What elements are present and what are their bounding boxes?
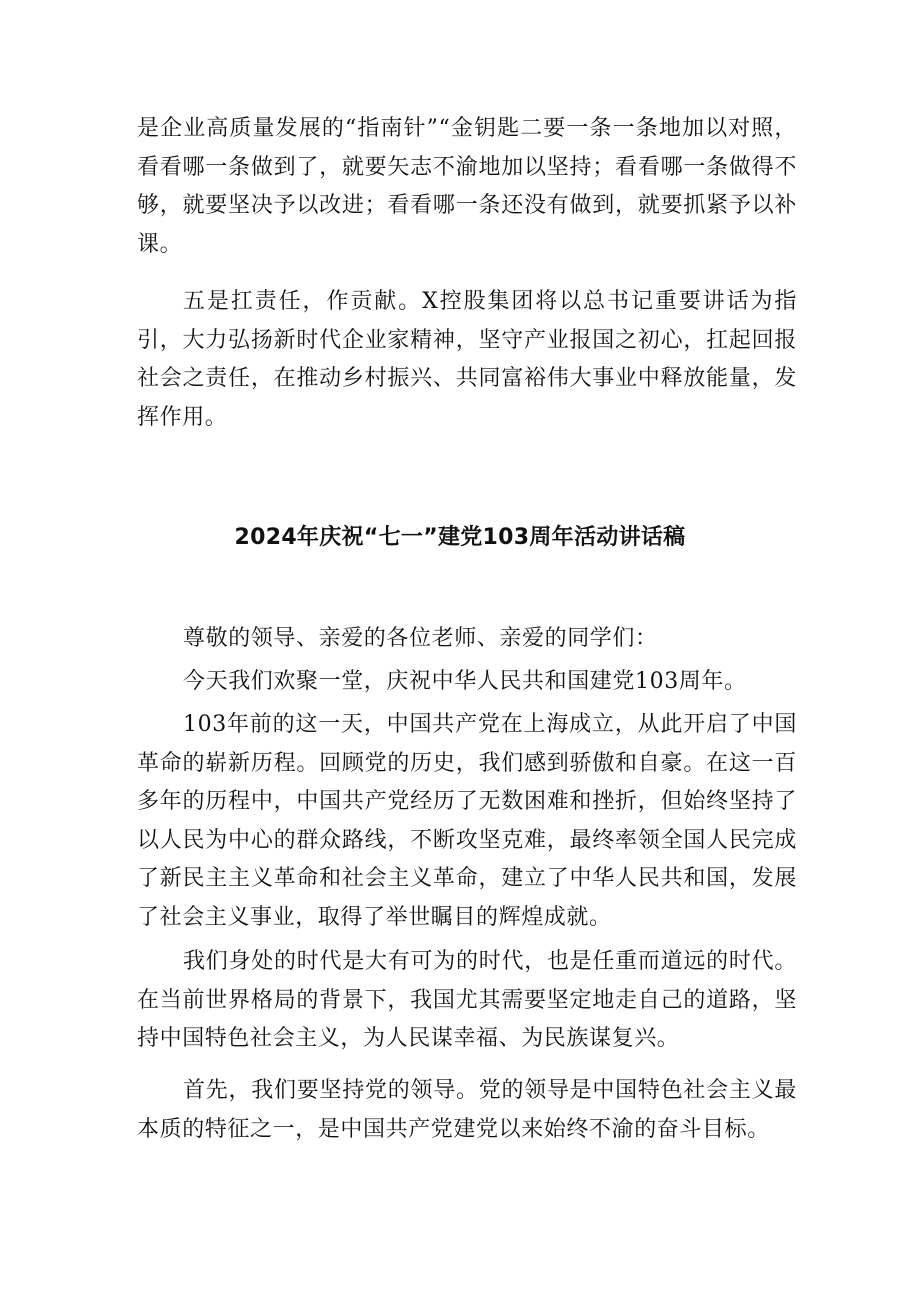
salutation: 尊敬的领导、亲爱的各位老师、亲爱的同学们： xyxy=(183,626,658,651)
speech-title: 2024年庆祝“七一”建党103周年活动讲话稿 xyxy=(234,525,686,550)
history-paragraph: 103年前的这一天，中国共产党在上海成立，从此开启了中国革命的崭新历程。回顾党的历史，我们感到骄傲和自豪。在这一百多年的历程中，中国共产党经历了无数困难和挫折，但始终坚持了以人民为中心的群众路线，不断攻坚克难，最终率领全国人民完成了新民主主义革命和社会主义革命，建立了中华人民共和国，发展了社会主义事业，取得了举世瞩目的辉煌成就。 xyxy=(137,712,797,930)
era-paragraph: 我们身处的时代是大有可为的时代，也是任重而道远的时代。在当前世界格局的背景下，我国尤其需要坚定地走自己的道路，坚持中国特色社会主义，为人民谋幸福、为民族谋复兴。 xyxy=(137,949,797,1051)
continued-paragraph: 是企业高质量发展的“指南针”“金钥匙二要一条一条地加以对照，看看哪一条做到了，就要矢志不渝地加以坚持；看看哪一条做得不够，就要坚决予以改进；看看哪一条还没有做到，就要抓紧予以补课。 xyxy=(137,116,797,257)
opening-paragraph: 今天我们欢聚一堂，庆祝中华人民共和国建党103周年。 xyxy=(183,669,747,694)
first-point-paragraph: 首先，我们要坚持党的领导。党的领导是中国特色社会主义最本质的特征之一，是中国共产党建党以来始终不渝的奋斗目标。 xyxy=(137,1078,797,1142)
paragraph-five: 五是扛责任，作贡献。X控股集团将以总书记重要讲话为指引，大力弘扬新时代企业家精神，坚守产业报国之初心，扛起回报社会之责任，在推动乡村振兴、共同富裕伟大事业中释放能量，发挥作用。 xyxy=(137,289,797,430)
